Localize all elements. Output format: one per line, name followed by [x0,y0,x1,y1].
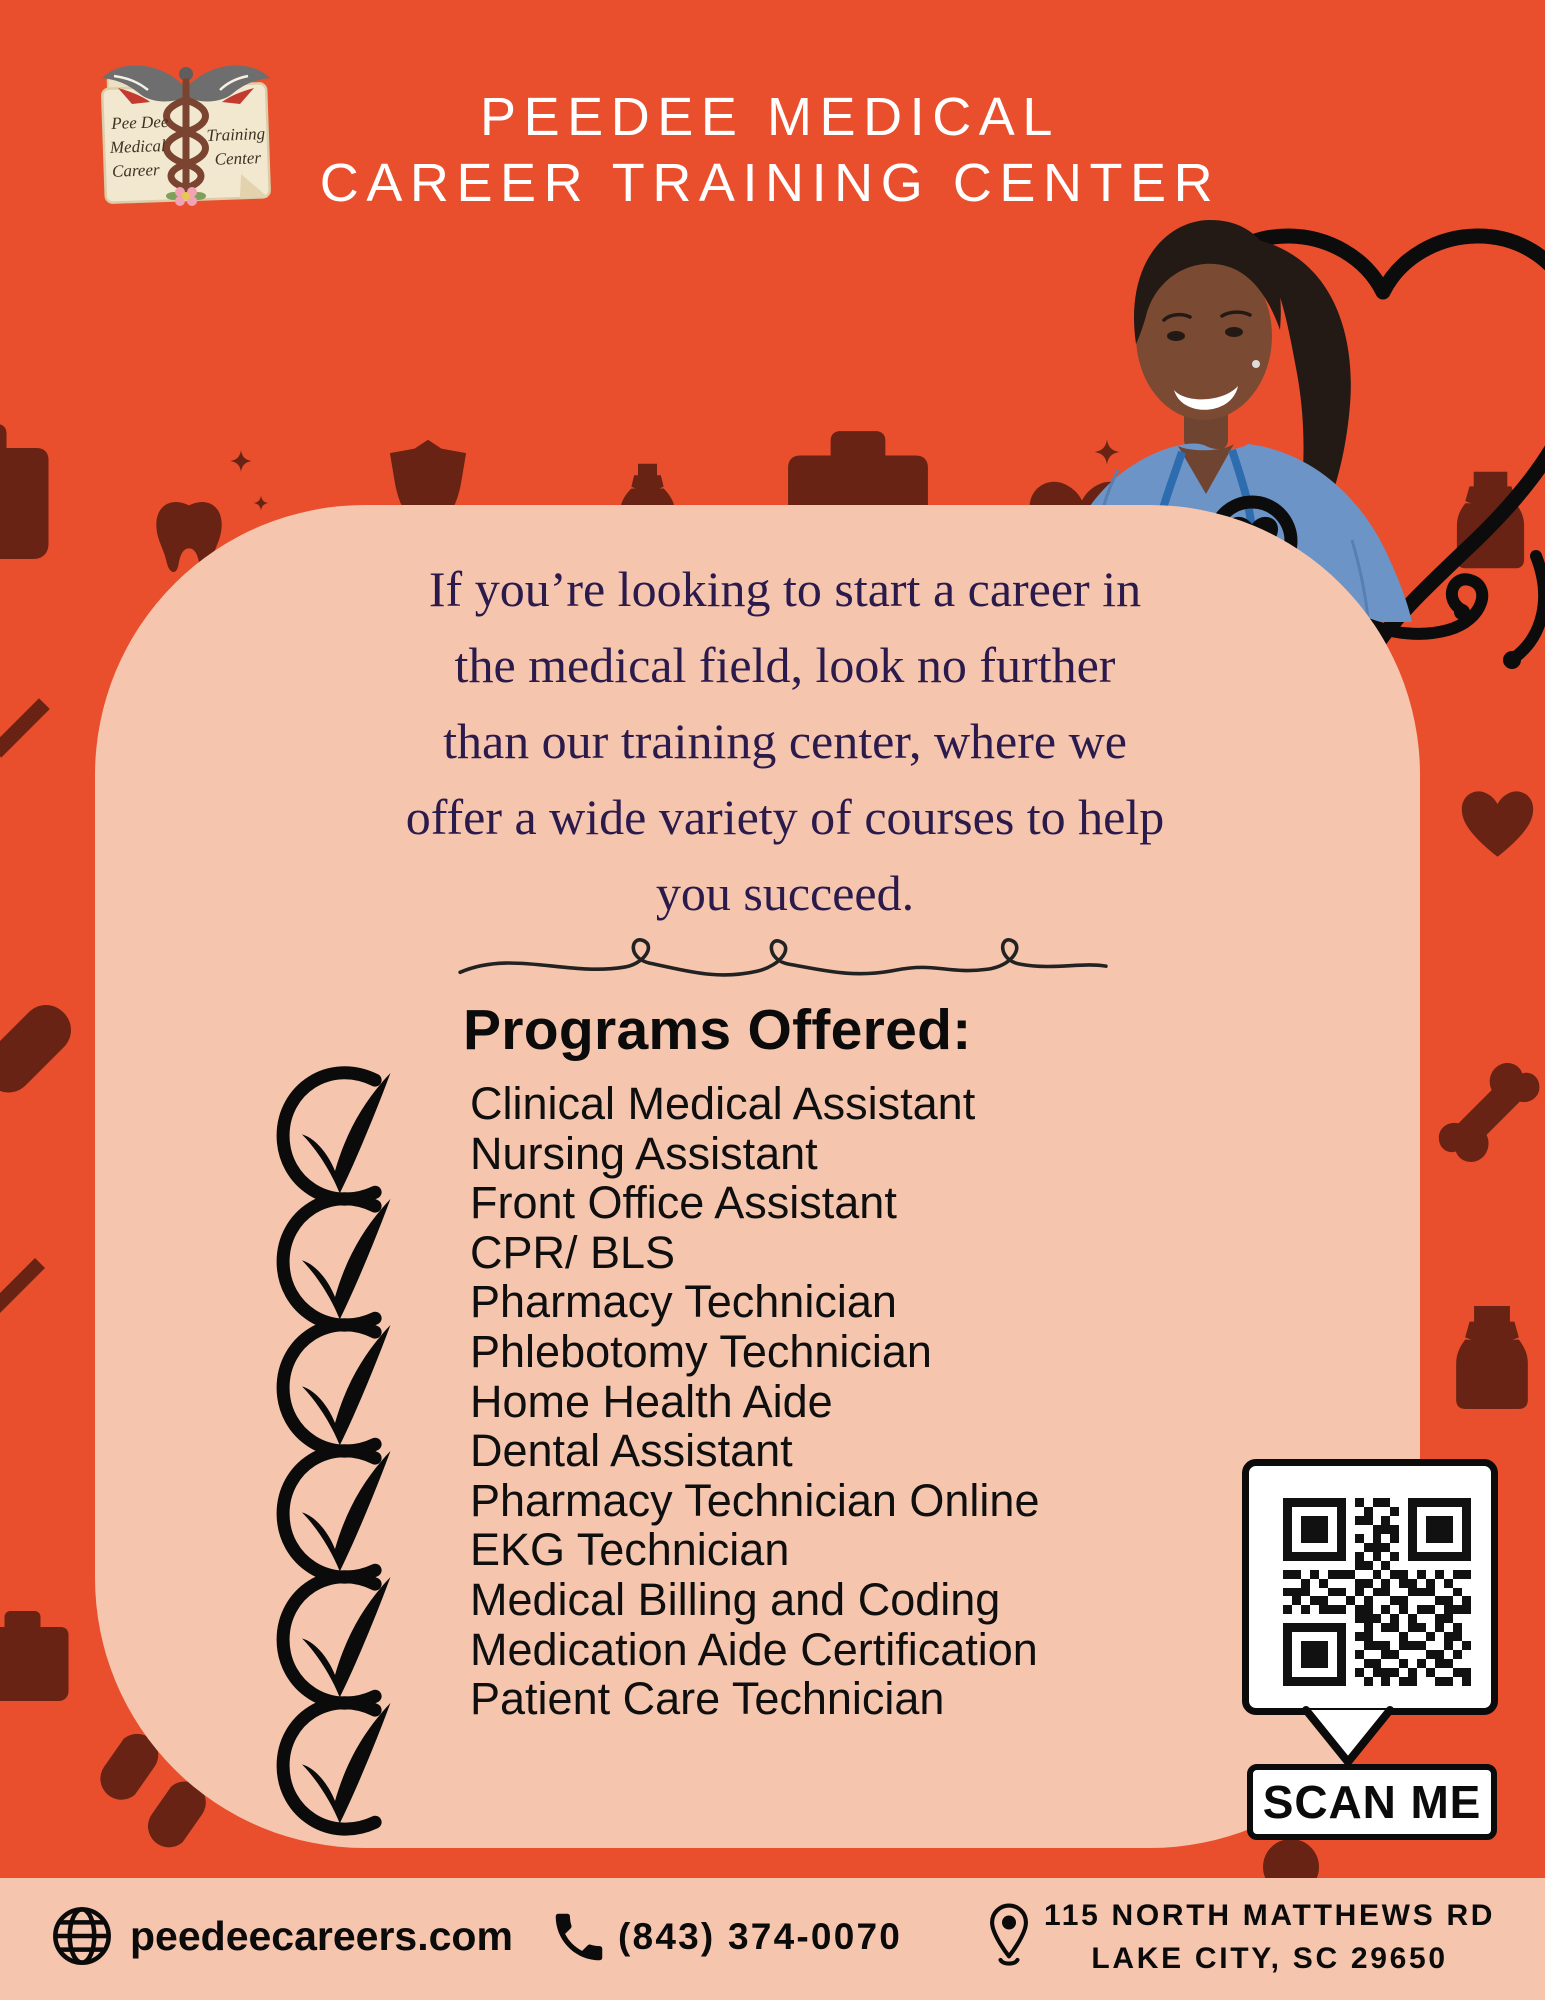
website-link[interactable] [50,1904,513,1968]
intro-line: offer a wide variety of courses to help [405,789,1165,845]
bandage-icon [0,1005,71,1093]
list-item: Medication Aide Certification [470,1623,1038,1675]
bone-icon [1439,1063,1540,1162]
programs-heading: Programs Offered: [463,998,972,1062]
list-item: EKG Technician [470,1524,790,1576]
logo-text: Center [214,148,262,169]
qr-bubble [1242,1459,1498,1715]
check-icon [276,1688,394,1842]
address-block[interactable] [980,1894,1495,1980]
list-item: Pharmacy Technician Online [470,1474,1040,1526]
scan-me-label [1247,1764,1497,1840]
intro-line: than our training center, where we [443,713,1127,769]
title-line-2: CAREER TRAINING CENTER [319,153,1221,213]
logo-text: Medical [109,136,166,157]
address-line-1: 115 NORTH MATTHEWS RD [1044,1899,1496,1932]
first-aid-kit-icon [0,1611,69,1701]
sparkle-icon [230,450,252,472]
content-panel [95,505,1420,1848]
website-text: peedeecareers.com [130,1912,513,1959]
intro-line: the medical field, look no further [454,637,1116,693]
phone-icon [548,1906,610,1968]
list-item: Clinical Medical Assistant [470,1078,976,1129]
syringe-icon [0,674,74,774]
globe-icon [50,1904,114,1968]
list-item: Patient Care Technician [470,1673,945,1725]
checkmark-column [276,1058,396,1858]
qr-code[interactable] [1283,1498,1471,1686]
list-item: Medical Billing and Coding [470,1573,1001,1625]
squiggle-divider [455,933,1110,985]
location-pin-icon [980,1896,1038,1978]
footer [0,1878,1545,2000]
first-aid-kit-icon [0,424,49,559]
phone-link[interactable] [548,1906,902,1968]
list-item: Nursing Assistant [470,1127,818,1179]
address-line-2: LAKE CITY, SC 29650 [1091,1942,1448,1975]
list-item: Home Health Aide [470,1375,833,1427]
heart-icon [1462,791,1533,856]
phone-text: (843) 374-0070 [618,1916,903,1957]
list-item: Dental Assistant [470,1425,793,1477]
list-item: Front Office Assistant [470,1177,897,1229]
syringe-icon [0,1236,68,1329]
logo-text: Training [206,123,266,146]
list-item: CPR/ BLS [470,1226,676,1278]
intro-line: you succeed. [655,865,915,921]
logo-text: Career [111,160,160,181]
programs-list [470,1079,1039,1724]
intro-text [170,551,1400,931]
list-item: Phlebotomy Technician [470,1325,932,1377]
intro-line: If you’re looking to start a career in [428,561,1142,617]
pill-bottle-icon [1456,1306,1528,1409]
logo-text: Pee Dee [110,112,169,133]
scan-me-text: SCAN ME [1262,1776,1482,1828]
sparkle-icon [253,495,268,510]
qr-bubble-pointer [1302,1710,1394,1772]
title-line-1: PEEDEE MEDICAL [480,87,1060,147]
list-item: Pharmacy Technician [470,1276,897,1328]
